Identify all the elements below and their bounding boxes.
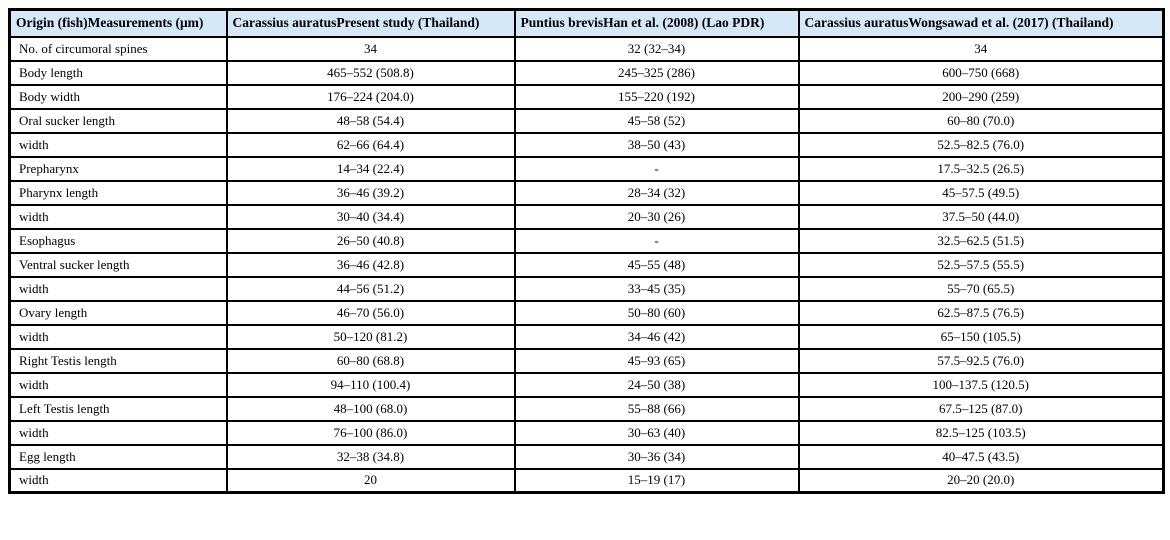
measurement-value: 34 <box>227 37 515 61</box>
measurement-value: 155–220 (192) <box>515 85 799 109</box>
measurement-value: 28–34 (32) <box>515 181 799 205</box>
measurement-value: 33–45 (35) <box>515 277 799 301</box>
measurement-value: 600–750 (668) <box>799 61 1164 85</box>
measurement-label: Ovary length <box>10 301 227 325</box>
measurement-label: Prepharynx <box>10 157 227 181</box>
table-body <box>10 37 1164 493</box>
table-row <box>10 229 1164 253</box>
table-row <box>10 253 1164 277</box>
measurement-value: 34–46 (42) <box>515 325 799 349</box>
measurement-value: 55–70 (65.5) <box>799 277 1164 301</box>
measurement-label: Esophagus <box>10 229 227 253</box>
measurement-label: Ventral sucker length <box>10 253 227 277</box>
measurement-label: width <box>10 325 227 349</box>
measurement-value: 62–66 (64.4) <box>227 133 515 157</box>
measurement-value: 20–20 (20.0) <box>799 469 1164 493</box>
measurement-value: 55–88 (66) <box>515 397 799 421</box>
measurement-value: 50–80 (60) <box>515 301 799 325</box>
table-row <box>10 349 1164 373</box>
table-row <box>10 205 1164 229</box>
measurement-value: 24–50 (38) <box>515 373 799 397</box>
column-header: Carassius auratusWongsawad et al. (2017) (Thailand) <box>799 10 1164 37</box>
measurement-value: 30–63 (40) <box>515 421 799 445</box>
measurement-value: 200–290 (259) <box>799 85 1164 109</box>
measurement-label: Oral sucker length <box>10 109 227 133</box>
measurement-value: 40–47.5 (43.5) <box>799 445 1164 469</box>
measurement-value: 20 <box>227 469 515 493</box>
measurement-value: 30–40 (34.4) <box>227 205 515 229</box>
measurement-value: 32.5–62.5 (51.5) <box>799 229 1164 253</box>
measurement-value: 45–93 (65) <box>515 349 799 373</box>
measurement-value: 65–150 (105.5) <box>799 325 1164 349</box>
measurement-label: No. of circumoral spines <box>10 37 227 61</box>
measurement-value: 14–34 (22.4) <box>227 157 515 181</box>
table-row <box>10 109 1164 133</box>
measurement-value: 62.5–87.5 (76.5) <box>799 301 1164 325</box>
table-row <box>10 181 1164 205</box>
measurement-label: Body width <box>10 85 227 109</box>
measurement-value: - <box>515 157 799 181</box>
measurement-value: 46–70 (56.0) <box>227 301 515 325</box>
measurement-value: 37.5–50 (44.0) <box>799 205 1164 229</box>
measurement-label: width <box>10 277 227 301</box>
table-row <box>10 133 1164 157</box>
measurement-value: 48–100 (68.0) <box>227 397 515 421</box>
measurement-value: 36–46 (39.2) <box>227 181 515 205</box>
measurement-value: 32–38 (34.8) <box>227 445 515 469</box>
measurement-label: Left Testis length <box>10 397 227 421</box>
table-row <box>10 373 1164 397</box>
measurement-value: 50–120 (81.2) <box>227 325 515 349</box>
measurement-label: Pharynx length <box>10 181 227 205</box>
measurement-value: 26–50 (40.8) <box>227 229 515 253</box>
measurement-value: 45–57.5 (49.5) <box>799 181 1164 205</box>
measurement-value: 60–80 (68.8) <box>227 349 515 373</box>
measurement-value: 67.5–125 (87.0) <box>799 397 1164 421</box>
measurement-value: 45–58 (52) <box>515 109 799 133</box>
measurement-value: 60–80 (70.0) <box>799 109 1164 133</box>
measurement-value: 52.5–82.5 (76.0) <box>799 133 1164 157</box>
measurement-value: 465–552 (508.8) <box>227 61 515 85</box>
table-row <box>10 421 1164 445</box>
measurement-value: 34 <box>799 37 1164 61</box>
measurement-label: width <box>10 469 227 493</box>
measurement-label: Egg length <box>10 445 227 469</box>
table-row <box>10 469 1164 493</box>
measurement-label: width <box>10 421 227 445</box>
column-header: Puntius brevisHan et al. (2008) (Lao PDR) <box>515 10 799 37</box>
table-header <box>10 10 1164 37</box>
measurement-label: Body length <box>10 61 227 85</box>
column-header: Origin (fish)Measurements (μm) <box>10 10 227 37</box>
morphometric-comparison-table <box>8 8 1165 494</box>
measurement-value: 48–58 (54.4) <box>227 109 515 133</box>
table-row <box>10 61 1164 85</box>
measurement-value: 45–55 (48) <box>515 253 799 277</box>
measurement-value: 176–224 (204.0) <box>227 85 515 109</box>
table-row <box>10 37 1164 61</box>
measurement-value: 52.5–57.5 (55.5) <box>799 253 1164 277</box>
table-header-row <box>10 10 1164 37</box>
measurement-label: width <box>10 133 227 157</box>
table-row <box>10 85 1164 109</box>
table-row <box>10 445 1164 469</box>
table-row <box>10 397 1164 421</box>
measurement-value: 15–19 (17) <box>515 469 799 493</box>
table-row <box>10 301 1164 325</box>
table-row <box>10 325 1164 349</box>
measurement-label: Right Testis length <box>10 349 227 373</box>
table-row <box>10 277 1164 301</box>
measurement-value: 82.5–125 (103.5) <box>799 421 1164 445</box>
measurement-label: width <box>10 373 227 397</box>
measurement-value: 20–30 (26) <box>515 205 799 229</box>
measurement-value: 94–110 (100.4) <box>227 373 515 397</box>
measurement-value: 245–325 (286) <box>515 61 799 85</box>
measurement-value: 17.5–32.5 (26.5) <box>799 157 1164 181</box>
measurement-value: 36–46 (42.8) <box>227 253 515 277</box>
measurement-value: 100–137.5 (120.5) <box>799 373 1164 397</box>
measurement-label: width <box>10 205 227 229</box>
measurement-value: 38–50 (43) <box>515 133 799 157</box>
measurement-value: - <box>515 229 799 253</box>
measurement-value: 32 (32–34) <box>515 37 799 61</box>
table-row <box>10 157 1164 181</box>
measurement-value: 44–56 (51.2) <box>227 277 515 301</box>
column-header: Carassius auratusPresent study (Thailand) <box>227 10 515 37</box>
measurement-value: 57.5–92.5 (76.0) <box>799 349 1164 373</box>
measurement-value: 76–100 (86.0) <box>227 421 515 445</box>
measurement-value: 30–36 (34) <box>515 445 799 469</box>
